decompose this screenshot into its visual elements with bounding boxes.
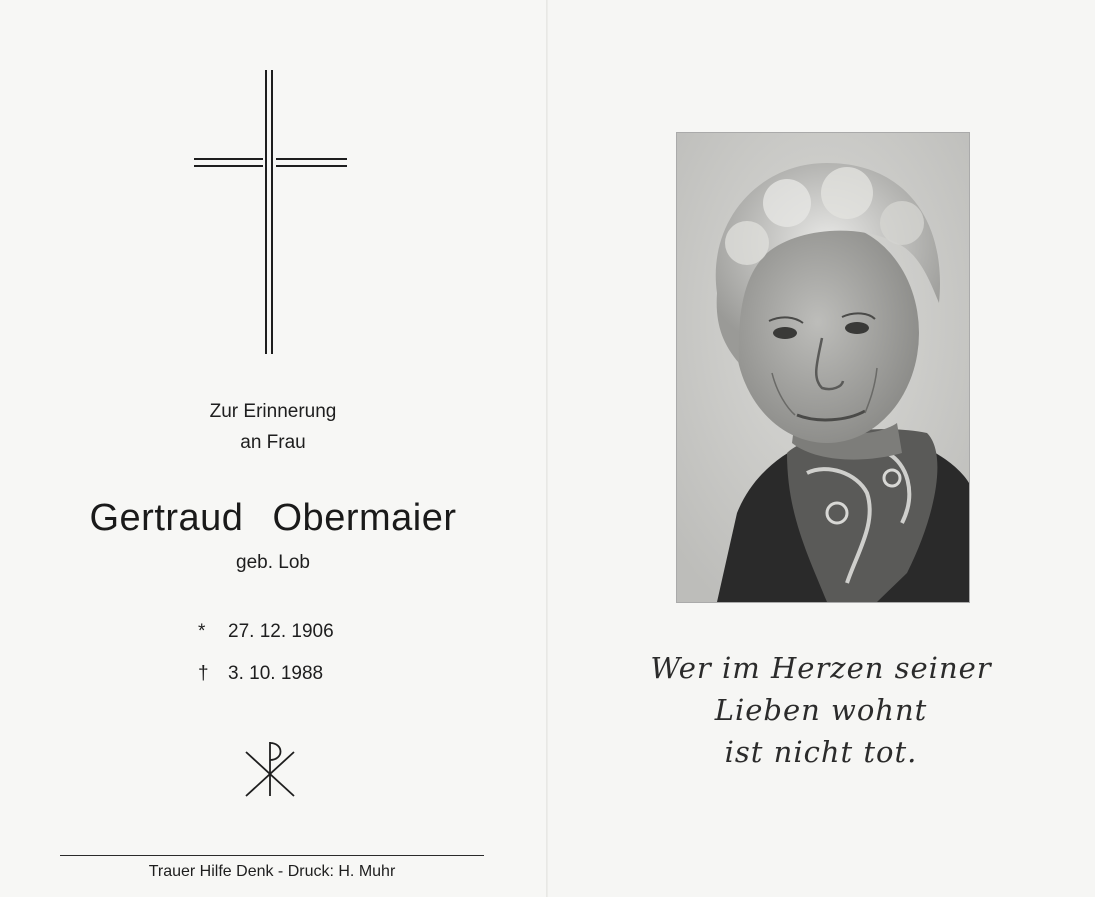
cross-icon xyxy=(0,0,546,360)
chi-rho-icon xyxy=(240,738,300,800)
birth-name: geb. Lob xyxy=(236,552,310,573)
birth-symbol: * xyxy=(198,621,206,642)
printer-credit: Trauer Hilfe Denk - Druck: H. Muhr xyxy=(148,863,396,880)
birth-date-row xyxy=(198,621,334,645)
memorial-line-1: Zur Erinnerung xyxy=(209,401,337,422)
death-date: 3. 10. 1988 xyxy=(228,663,324,684)
deceased-name: Gertraud Obermaier xyxy=(89,497,457,539)
memorial-intro xyxy=(0,396,546,458)
portrait-photo xyxy=(677,133,969,602)
quote-line-1: Wer im Herzen seiner xyxy=(650,651,992,685)
death-date-row xyxy=(198,663,323,687)
memorial-line-2: an Frau xyxy=(240,432,306,453)
quote-line-2: Lieben wohnt xyxy=(714,693,928,727)
left-page xyxy=(0,0,546,897)
footer-divider xyxy=(60,855,484,856)
quote-line-3: ist nicht tot. xyxy=(724,735,918,769)
death-symbol: † xyxy=(198,663,209,684)
birth-date: 27. 12. 1906 xyxy=(228,621,334,642)
